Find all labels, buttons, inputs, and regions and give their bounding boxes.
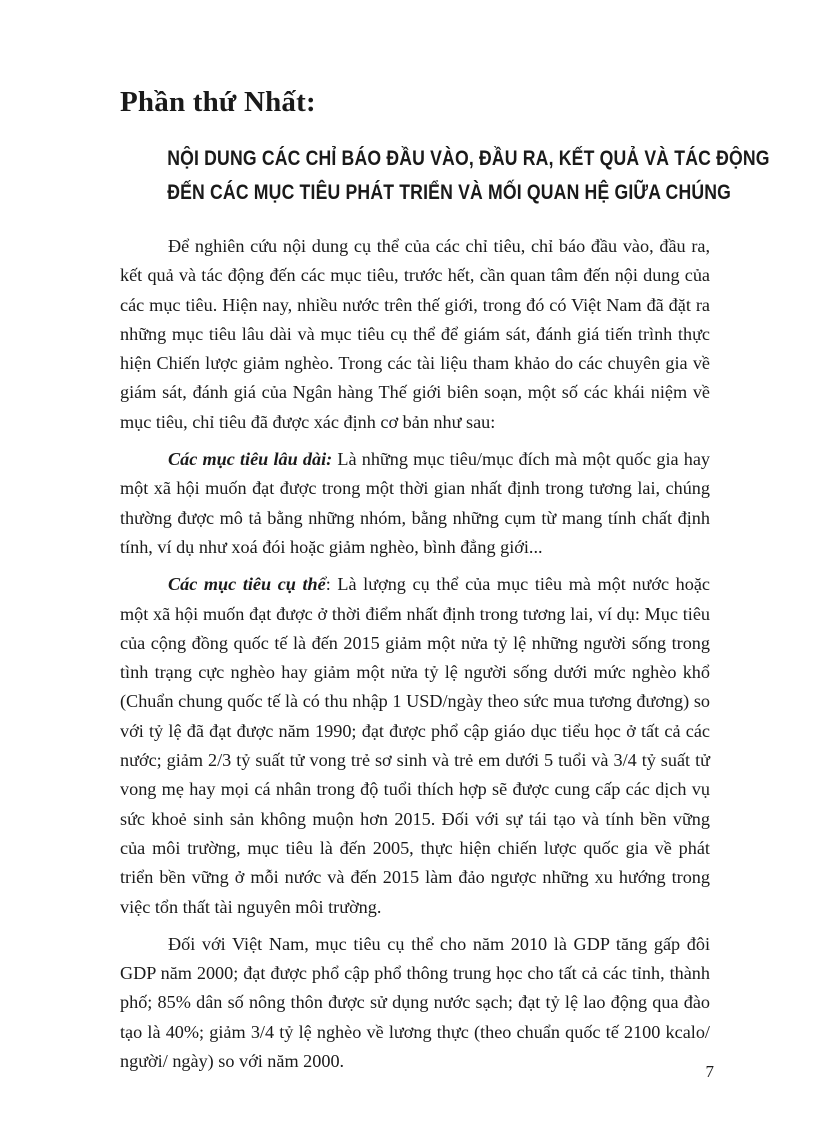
definition-specific-goals: : Là lượng cụ thể của mục tiêu mà một nước hoặc một xã hội muốn đạt được ở thời điểm nhất định trong tương lai, ví dụ: Mục tiêu của cộng đồng quốc tế là đến 2015 giảm một nửa tỷ lệ những người sống trong tình trạng cực nghèo hay giảm một nửa tỷ lệ người sống dưới mức nghèo khổ (Chuẩn chung quốc tế là có thu nhập 1 USD/ngày theo sức mua tương đương) so với tỷ lệ đã đạt được năm 1990; đạt được phổ cập giáo dục tiểu học ở tất cả các nước; giảm 2/3 tỷ suất tử vong trẻ sơ sinh và trẻ em dưới 5 tuổi và 3/4 tỷ suất tử vong mẹ hay mọi cá nhân trong độ tuổi thích hợp sẽ được cung cấp các dịch vụ sức khoẻ sinh sản không muộn hơn 2015. Đối với sự tái tạo và tính bền vững của môi trường, mục tiêu là đến 2005, thực hiện chiến lược quốc gia về phát triển bền vững ở mỗi nước và đến 2015 làm đảo ngược những xu hướng trong việc tổn thất tài nguyên môi trường. [120,574,710,917]
section-heading-line-2: ĐẾN CÁC MỤC TIÊU PHÁT TRIỂN VÀ MỐI QUAN HỆ GIỮA CHÚNG [167,181,732,204]
term-specific-goals: Các mục tiêu cụ thể [168,574,326,595]
paragraph-intro: Để nghiên cứu nội dung cụ thể của các chỉ tiêu, chỉ báo đầu vào, đầu ra, kết quả và tác động đến các mục tiêu, trước hết, cần quan tâm đến nội dung của các mục tiêu. Hiện nay, nhiều nước trên thế giới, trong đó có Việt Nam đã đặt ra những mục tiêu lâu dài và mục tiêu cụ thể để giám sát, đánh giá tiến trình thực hiện Chiến lược giảm nghèo. Trong các tài liệu tham khảo do các chuyên gia về giám sát, đánh giá của Ngân hàng Thế giới biên soạn, một số các khái niệm về mục tiêu, chỉ tiêu đã được xác định cơ bản như sau: [120,236,710,432]
section-heading [167,142,770,210]
definition-long-term-goals: Là những mục tiêu/mục đích mà một quốc gia hay một xã hội muốn đạt được trong một thời gian nhất định trong tương lai, chúng thường được mô tả bằng những nhóm, bằng những cụm từ mang tính chất định tính, ví dụ như xoá đói hoặc giảm nghèo, bình đẳng giới... [120,449,711,557]
section-heading-line-1: NỘI DUNG CÁC CHỈ BÁO ĐẦU VÀO, ĐẦU RA, KẾT QUẢ VÀ TÁC ĐỘNG [167,147,770,170]
paragraph-long-term-goals [120,445,710,562]
page-number: 7 [705,1062,714,1081]
term-long-term-goals: Các mục tiêu lâu dài: [168,449,333,470]
paragraph-vietnam-goals: Đối với Việt Nam, mục tiêu cụ thể cho năm 2010 là GDP tăng gấp đôi GDP năm 2000; đạt được phổ cập phổ thông trung học cho tất cả các tỉnh, thành phố; 85% dân số nông thôn được sử dụng nước sạch; đạt tỷ lệ lao động qua đào tạo là 40%; giảm 3/4 tỷ lệ nghèo về lương thực (theo chuẩn quốc tế 2100 kcalo/ người/ ngày) so với năm 2000. [120,933,710,1072]
body-text [120,232,710,1084]
paragraph-specific-goals [120,570,710,922]
part-title: Phần thứ Nhất: [120,86,316,118]
